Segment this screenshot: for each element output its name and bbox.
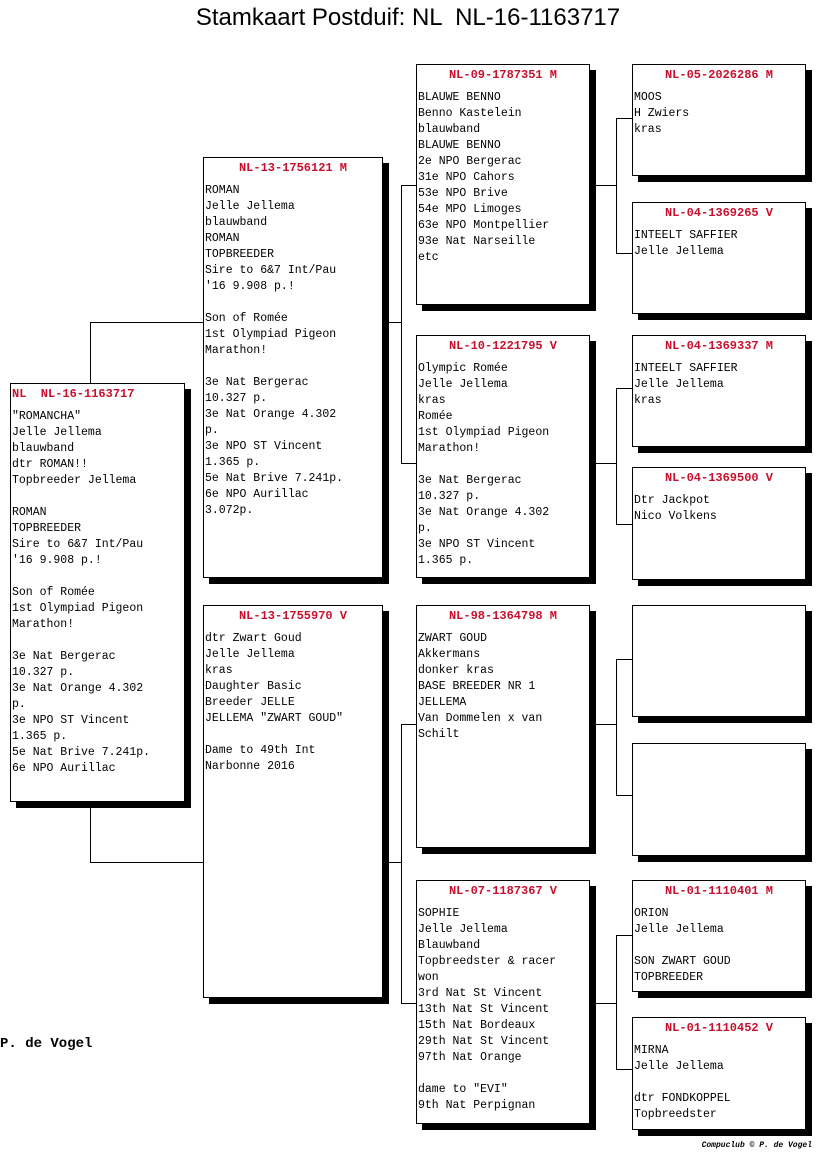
info-line: Romée bbox=[418, 410, 453, 423]
info-line: 1st Olympiad Pigeon bbox=[205, 328, 337, 341]
info-line: "ROMANCHA" bbox=[12, 410, 82, 423]
info-line: Akkermans bbox=[418, 648, 481, 661]
info-line bbox=[634, 938, 804, 954]
info-line: MOOS bbox=[634, 91, 662, 104]
ring-number: NL-04-1369337 M bbox=[664, 339, 774, 353]
connector-line bbox=[616, 524, 632, 525]
info-line: TOPBREEDER bbox=[634, 971, 704, 984]
pigeon-card-dam-sire-sire[interactable] bbox=[632, 605, 806, 717]
connector-line bbox=[616, 118, 617, 253]
info-line: blauwband bbox=[12, 442, 75, 455]
info-line: 63e NPO Montpellier bbox=[418, 219, 550, 232]
info-line: 13th Nat St Vincent bbox=[418, 1003, 550, 1016]
info-line: BLAUWE BENNO bbox=[418, 139, 501, 152]
info-line: Jelle Jellema bbox=[418, 378, 508, 391]
info-line: 97th Nat Orange bbox=[418, 1051, 522, 1064]
info-line: 3e Nat Orange 4.302 bbox=[418, 506, 550, 519]
info-line: Marathon! bbox=[12, 618, 75, 631]
connector-line bbox=[616, 388, 617, 524]
connector-line bbox=[401, 185, 402, 463]
info-line: ORION bbox=[634, 907, 669, 920]
ring-number: NL-09-1787351 M bbox=[448, 68, 558, 82]
connector-line bbox=[596, 185, 616, 186]
info-line: Jelle Jellema bbox=[634, 245, 724, 258]
info-line: blauwband bbox=[205, 216, 268, 229]
connector-line bbox=[90, 322, 203, 323]
info-line: kras bbox=[205, 664, 233, 677]
info-line: Sire to 6&7 Int/Pau bbox=[205, 264, 337, 277]
info-line: dtr ROMAN!! bbox=[12, 458, 88, 471]
info-line: 3e Nat Bergerac bbox=[205, 376, 309, 389]
info-line: kras bbox=[418, 394, 446, 407]
connector-line bbox=[90, 862, 203, 863]
pigeon-info bbox=[418, 361, 588, 569]
info-line: p. bbox=[205, 424, 219, 437]
info-line: '16 9.908 p.! bbox=[12, 554, 102, 567]
info-line: Topbreeder Jellema bbox=[12, 474, 137, 487]
pigeon-card-dam[interactable] bbox=[203, 605, 383, 998]
info-line: SON ZWART GOUD bbox=[634, 955, 731, 968]
info-line: JELLEMA bbox=[418, 696, 467, 709]
pigeon-card-sire[interactable] bbox=[203, 157, 383, 578]
info-line: Jelle Jellema bbox=[634, 378, 724, 391]
connector-line bbox=[616, 659, 617, 795]
connector-line bbox=[616, 935, 632, 936]
info-line bbox=[418, 457, 588, 473]
info-line: 3e Nat Bergerac bbox=[12, 650, 116, 663]
pigeon-info bbox=[634, 361, 804, 409]
info-line: JELLEMA "ZWART GOUD" bbox=[205, 712, 344, 725]
info-line bbox=[12, 489, 183, 505]
connector-line bbox=[616, 118, 632, 119]
info-line: 29th Nat St Vincent bbox=[418, 1035, 550, 1048]
info-line: Jelle Jellema bbox=[205, 200, 295, 213]
info-line: Marathon! bbox=[418, 442, 481, 455]
info-line: 54e MPO Limoges bbox=[418, 203, 522, 216]
ring-number: NL-07-1187367 V bbox=[448, 884, 558, 898]
info-line: Breeder JELLE bbox=[205, 696, 295, 709]
info-line: TOPBREEDER bbox=[12, 522, 82, 535]
info-line: 1st Olympiad Pigeon bbox=[418, 426, 550, 439]
info-line: ROMAN bbox=[205, 232, 240, 245]
info-line: 3e NPO ST Vincent bbox=[205, 440, 323, 453]
pigeon-card-sire-dam[interactable] bbox=[416, 335, 590, 578]
info-line: kras bbox=[634, 123, 662, 136]
info-line: Marathon! bbox=[205, 344, 268, 357]
pigeon-card-sire-dam-sire[interactable] bbox=[632, 335, 806, 447]
info-line: 5e Nat Brive 7.241p. bbox=[205, 472, 344, 485]
ring-number: NL-05-2026286 M bbox=[664, 68, 774, 82]
connector-line bbox=[401, 463, 416, 464]
connector-line bbox=[401, 185, 416, 186]
pigeon-info bbox=[205, 183, 381, 519]
info-line: Son of Romée bbox=[205, 312, 288, 325]
connector-line bbox=[616, 388, 632, 389]
info-line: Sire to 6&7 Int/Pau bbox=[12, 538, 144, 551]
info-line: Jelle Jellema bbox=[634, 923, 724, 936]
info-line: 6e NPO Aurillac bbox=[205, 488, 309, 501]
info-line bbox=[12, 633, 183, 649]
info-line: dtr Zwart Goud bbox=[205, 632, 302, 645]
info-line: won bbox=[418, 971, 439, 984]
info-line: blauwband bbox=[418, 123, 481, 136]
ring-number: NL-10-1221795 V bbox=[448, 339, 558, 353]
connector-line bbox=[616, 795, 632, 796]
info-line: donker kras bbox=[418, 664, 494, 677]
pigeon-info bbox=[634, 1043, 804, 1123]
info-line: Topbreedster bbox=[634, 1108, 717, 1121]
info-line: Benno Kastelein bbox=[418, 107, 522, 120]
connector-line bbox=[90, 802, 91, 862]
info-line: 1.365 p. bbox=[418, 554, 474, 567]
pigeon-info bbox=[205, 631, 381, 775]
pigeon-card-dam-sire[interactable] bbox=[416, 605, 590, 848]
info-line: 31e NPO Cahors bbox=[418, 171, 515, 184]
info-line bbox=[205, 295, 381, 311]
info-line: 3e NPO ST Vincent bbox=[12, 714, 130, 727]
pigeon-info bbox=[418, 906, 588, 1114]
pigeon-card-sire-sire-dam[interactable] bbox=[632, 202, 806, 314]
pigeon-card-subject[interactable] bbox=[10, 383, 185, 802]
info-line: Dame to 49th Int bbox=[205, 744, 316, 757]
ring-number: NL-01-1110401 M bbox=[664, 884, 774, 898]
connector-line bbox=[401, 724, 416, 725]
pigeon-card-dam-dam[interactable] bbox=[416, 880, 590, 1124]
info-line: 3e Nat Orange 4.302 bbox=[205, 408, 337, 421]
pigeon-card-sire-sire[interactable] bbox=[416, 64, 590, 305]
info-line: Jelle Jellema bbox=[418, 923, 508, 936]
connector-line bbox=[401, 1003, 416, 1004]
info-line: 53e NPO Brive bbox=[418, 187, 508, 200]
info-line: Blauwband bbox=[418, 939, 481, 952]
ring-number: NL-13-1755970 V bbox=[238, 609, 348, 623]
info-line: 3e Nat Orange 4.302 bbox=[12, 682, 144, 695]
info-line: p. bbox=[12, 698, 26, 711]
ring-number: NL-01-1110452 V bbox=[664, 1021, 774, 1035]
info-line bbox=[205, 727, 381, 743]
pigeon-card-dam-dam-sire[interactable] bbox=[632, 880, 806, 992]
info-line: BLAUWE BENNO bbox=[418, 91, 501, 104]
info-line: 1.365 p. bbox=[205, 456, 261, 469]
pigeon-info bbox=[12, 409, 183, 777]
pigeon-card-dam-dam-dam[interactable] bbox=[632, 1017, 806, 1130]
info-line: ROMAN bbox=[12, 506, 47, 519]
info-line: '16 9.908 p.! bbox=[205, 280, 295, 293]
ring-number: NL-04-1369265 V bbox=[664, 206, 774, 220]
info-line: 5e Nat Brive 7.241p. bbox=[12, 746, 151, 759]
info-line: Narbonne 2016 bbox=[205, 760, 295, 773]
ring-number: NL-98-1364798 M bbox=[448, 609, 558, 623]
info-line: BASE BREEDER NR 1 bbox=[418, 680, 536, 693]
pigeon-card-dam-sire-dam[interactable] bbox=[632, 743, 806, 856]
connector-line bbox=[383, 322, 401, 323]
info-line bbox=[634, 1075, 804, 1091]
connector-line bbox=[401, 724, 402, 1003]
pigeon-info bbox=[634, 906, 804, 986]
pigeon-info bbox=[634, 493, 804, 525]
connector-line bbox=[616, 935, 617, 1069]
connector-line bbox=[383, 862, 401, 863]
ring-number: NL NL-16-1163717 bbox=[12, 387, 135, 401]
info-line: 15th Nat Bordeaux bbox=[418, 1019, 536, 1032]
info-line: ROMAN bbox=[205, 184, 240, 197]
info-line: 10.327 p. bbox=[12, 666, 75, 679]
info-line: Daughter Basic bbox=[205, 680, 302, 693]
connector-line bbox=[596, 1003, 616, 1004]
ring-number: NL-13-1756121 M bbox=[238, 161, 348, 175]
info-line: Olympic Romée bbox=[418, 362, 508, 375]
connector-line bbox=[616, 659, 632, 660]
info-line: 9th Nat Perpignan bbox=[418, 1099, 536, 1112]
info-line: INTEELT SAFFIER bbox=[634, 362, 738, 375]
info-line: 10.327 p. bbox=[205, 392, 268, 405]
footer-credit: Compuclub © P. de Vogel bbox=[701, 1141, 812, 1150]
info-line: INTEELT SAFFIER bbox=[634, 229, 738, 242]
info-line bbox=[12, 569, 183, 585]
info-line: Nico Volkens bbox=[634, 510, 717, 523]
info-line: 10.327 p. bbox=[418, 490, 481, 503]
info-line: MIRNA bbox=[634, 1044, 669, 1057]
info-line: H Zwiers bbox=[634, 107, 690, 120]
info-line bbox=[205, 359, 381, 375]
connector-line bbox=[90, 322, 91, 383]
info-line: 6e NPO Aurillac bbox=[12, 762, 116, 775]
info-line: 3e Nat Bergerac bbox=[418, 474, 522, 487]
info-line: dame to "EVI" bbox=[418, 1083, 508, 1096]
info-line: p. bbox=[418, 522, 432, 535]
info-line: 3e NPO ST Vincent bbox=[418, 538, 536, 551]
info-line: Schilt bbox=[418, 728, 460, 741]
info-line: Van Dommelen x van bbox=[418, 712, 543, 725]
info-line: 2e NPO Bergerac bbox=[418, 155, 522, 168]
connector-line bbox=[596, 724, 616, 725]
pigeon-info bbox=[418, 631, 588, 743]
info-line: Jelle Jellema bbox=[12, 426, 102, 439]
info-line: 3.072p. bbox=[205, 504, 254, 517]
pigeon-info bbox=[634, 228, 804, 260]
info-line: Dtr Jackpot bbox=[634, 494, 710, 507]
info-line: Jelle Jellema bbox=[205, 648, 295, 661]
info-line: 3rd Nat St Vincent bbox=[418, 987, 543, 1000]
connector-line bbox=[596, 463, 616, 464]
info-line: 1st Olympiad Pigeon bbox=[12, 602, 144, 615]
page-title: Stamkaart Postduif: NL NL-16-1163717 bbox=[195, 4, 621, 31]
info-line: Topbreedster & racer bbox=[418, 955, 557, 968]
ring-number: NL-04-1369500 V bbox=[664, 471, 774, 485]
pigeon-info bbox=[418, 90, 588, 266]
pigeon-card-sire-dam-dam[interactable] bbox=[632, 467, 806, 580]
info-line: dtr FONDKOPPEL bbox=[634, 1092, 731, 1105]
connector-line bbox=[616, 253, 632, 254]
info-line: etc bbox=[418, 251, 439, 264]
info-line: kras bbox=[634, 394, 662, 407]
pigeon-info bbox=[634, 90, 804, 138]
info-line: Jelle Jellema bbox=[634, 1060, 724, 1073]
connector-line bbox=[616, 1069, 632, 1070]
info-line: 1.365 p. bbox=[12, 730, 68, 743]
info-line: Son of Romée bbox=[12, 586, 95, 599]
info-line: TOPBREEDER bbox=[205, 248, 275, 261]
pigeon-card-sire-sire-sire[interactable] bbox=[632, 64, 806, 176]
info-line: ZWART GOUD bbox=[418, 632, 488, 645]
info-line bbox=[418, 1066, 588, 1082]
info-line: SOPHIE bbox=[418, 907, 460, 920]
info-line: 93e Nat Narseille bbox=[418, 235, 536, 248]
owner-name: P. de Vogel bbox=[0, 1036, 93, 1052]
